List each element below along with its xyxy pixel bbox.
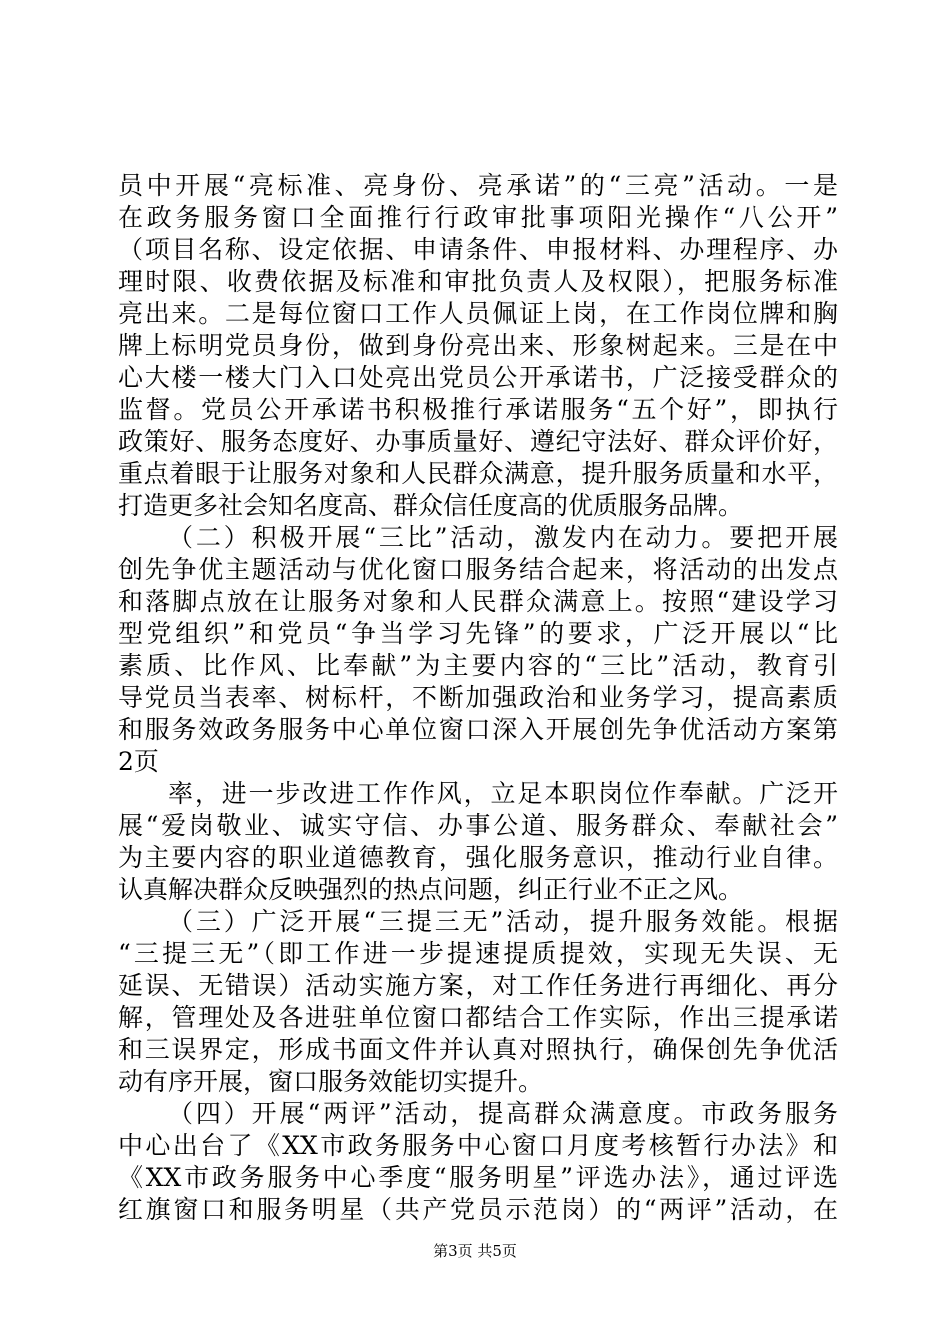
text-line: 政策好、服务态度好、办事质量好、遵纪守法好、群众评价好， (118, 427, 838, 456)
text-line: 导党员当表率、树标杆，不断加强政治和业务学习，提高素质 (118, 683, 838, 712)
text-line: 和服务效政务服务中心单位窗口深入开展创先争优活动方案第 (118, 715, 838, 744)
text-line: 素质、比作风、比奉献”为主要内容的“三比”活动，教育引 (118, 651, 838, 680)
text-line: 和落脚点放在让服务对象和人民群众满意上。按照“建设学习 (118, 587, 838, 616)
text-line: （四）开展“两评”活动，提高群众满意度。市政务服务 (168, 1099, 838, 1128)
text-line: 牌上标明党员身份，做到身份亮出来、形象树起来。三是在中 (118, 331, 838, 360)
text-line: 在政务服务窗口全面推行行政审批事项阳光操作“八公开” (118, 203, 838, 232)
text-line: “三提三无”（即工作进一步提速提质提效，实现无失误、无 (118, 939, 838, 968)
text-line: 展“爱岗敬业、诚实守信、办事公道、服务群众、奉献社会” (118, 811, 838, 840)
text-line: 为主要内容的职业道德教育，强化服务意识，推动行业自律。 (118, 843, 838, 872)
text-line: 动有序开展，窗口服务效能切实提升。 (118, 1067, 544, 1096)
text-line: （三）广泛开展“三提三无”活动，提升服务效能。根据 (168, 907, 838, 936)
text-line: 员中开展“亮标准、亮身份、亮承诺”的“三亮”活动。一是 (118, 171, 838, 200)
page-number-footer: 第3页 共5页 (433, 1242, 517, 1260)
text-line: 亮出来。二是每位窗口工作人员佩证上岗，在工作岗位牌和胸 (118, 299, 838, 328)
text-line: 打造更多社会知名度高、群众信任度高的优质服务品牌。 (118, 491, 744, 520)
text-line: 红旗窗口和服务明星（共产党员示范岗）的“两评”活动，在 (118, 1195, 838, 1224)
text-line: 中心出台了《XX市政务服务中心窗口月度考核暂行办法》和 (118, 1131, 838, 1160)
body-text (118, 170, 838, 1226)
text-line: 认真解决群众反映强烈的热点问题，纠正行业不正之风。 (118, 875, 744, 904)
text-line: 监督。党员公开承诺书积极推行承诺服务“五个好”，即执行 (118, 395, 838, 424)
text-line: 延误、无错误）活动实施方案，对工作任务进行再细化、再分 (118, 971, 838, 1000)
text-line: 创先争优主题活动与优化窗口服务结合起来，将活动的出发点 (118, 555, 838, 584)
text-line: 《XX市政务服务中心季度“服务明星”评选办法》，通过评选 (118, 1163, 838, 1192)
text-line: 2页 (118, 747, 159, 776)
text-line: 解，管理处及各进驻单位窗口都结合工作实际，作出三提承诺 (118, 1003, 838, 1032)
text-line: 型党组织”和党员“争当学习先锋”的要求，广泛开展以“比 (118, 619, 838, 648)
text-line: 理时限、收费依据及标准和审批负责人及权限），把服务标准 (118, 267, 838, 296)
text-line: 心大楼一楼大门入口处亮出党员公开承诺书，广泛接受群众的 (118, 363, 838, 392)
text-line: 率，进一步改进工作作风，立足本职岗位作奉献。广泛开 (168, 779, 838, 808)
text-line: （二）积极开展“三比”活动，激发内在动力。要把开展 (168, 523, 838, 552)
text-line: （项目名称、设定依据、申请条件、申报材料、办理程序、办 (118, 235, 838, 264)
text-line: 重点着眼于让服务对象和人民群众满意，提升服务质量和水平， (118, 459, 838, 488)
text-line: 和三误界定，形成书面文件并认真对照执行，确保创先争优活 (118, 1035, 838, 1064)
